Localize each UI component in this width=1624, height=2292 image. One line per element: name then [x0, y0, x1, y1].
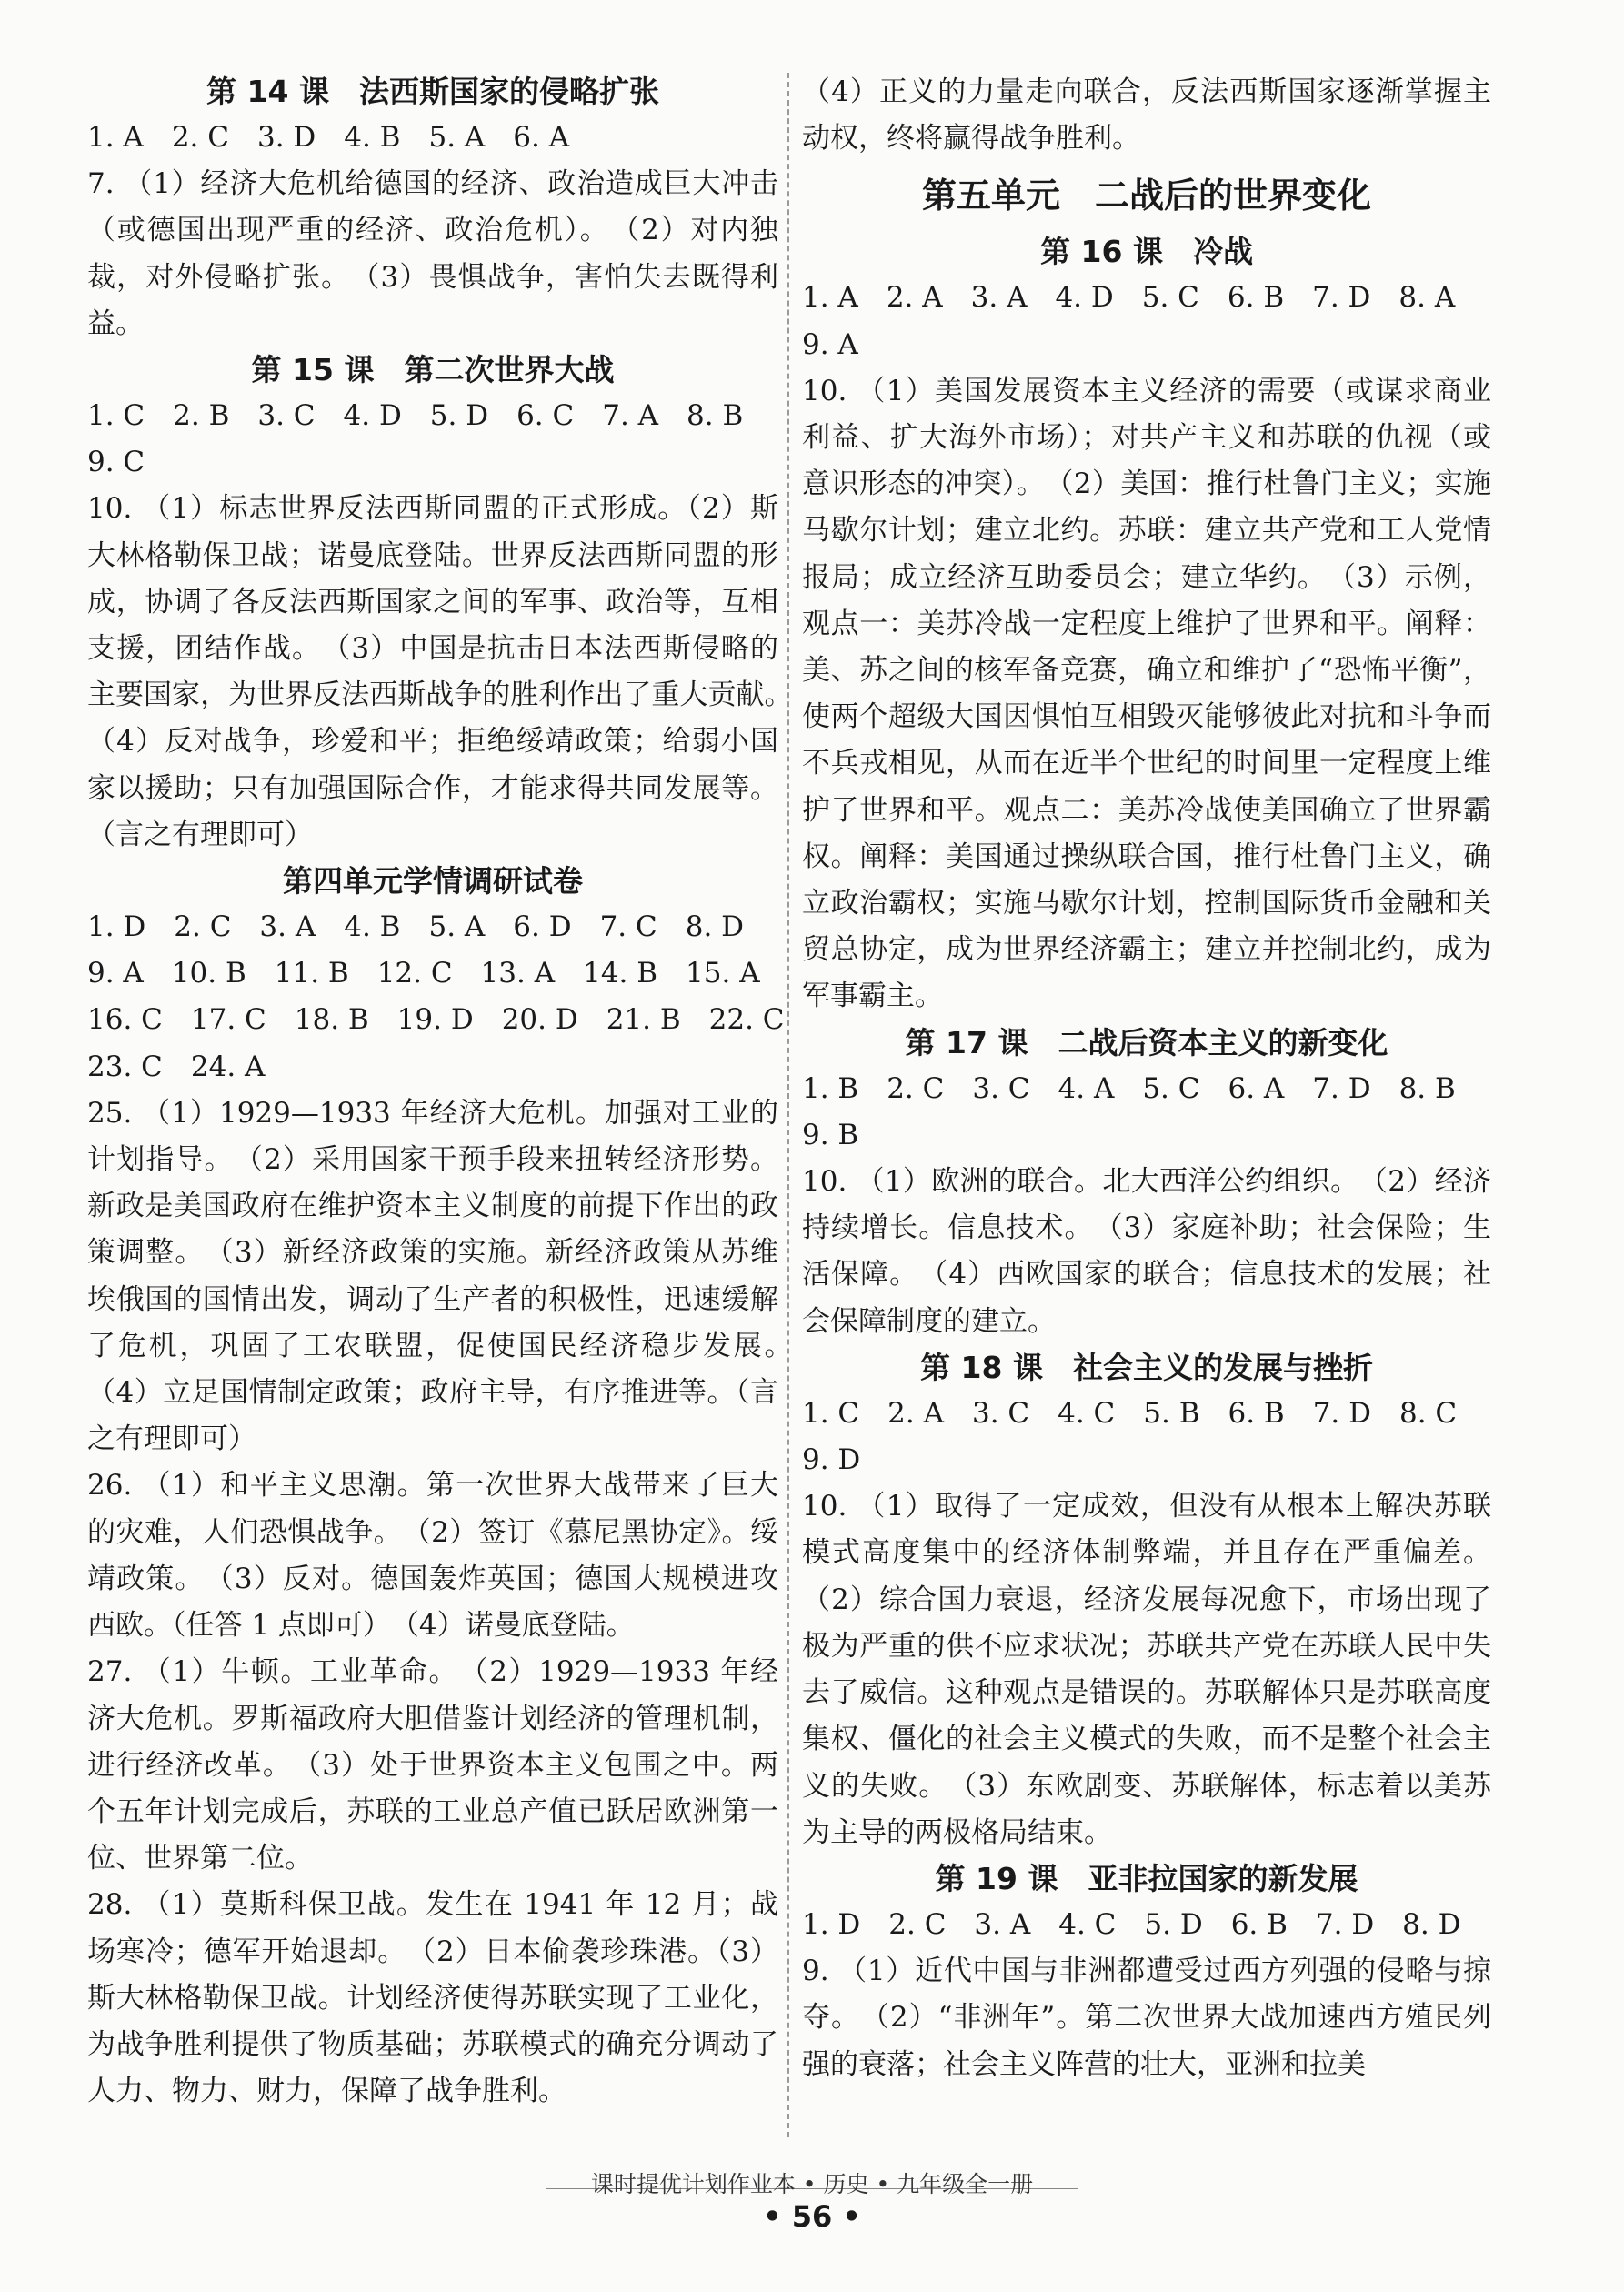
answer-paragraph: 28. （1）莫斯科保卫战。发生在 1941 年 12 月；战场寒冷；德军开始退却。 （2）日本偷袭珍珠港。（3）斯大林格勒保卫战。计划经济使得苏联实现了工业化，为战争胜利提供了物质基础；苏联模式的确充分调动了人力、物力、财力，保障了战争胜利。 — [87, 1888, 778, 2108]
answer-paragraph: 10. （1）美国发展资本主义经济的需要（或谋求商业利益、扩大海外市场）；对共产主义和苏联的仇视（或意识形态的冲突）。 （2）美国：推行杜鲁门主义；实施马歇尔计划；建立北约。苏联：建立共产党和工人党情报局；成立经济互助委员会；建立华约。 （3）示例，观点一：美苏冷战一定程度上维护了世界和平。阐释：美、苏之间的核军备竞赛，确立和维护了“恐怖平衡”，使两个超级大国因惧怕互相毁灭能够彼此对抗和斗争而不兵戎相见，从而在近半个世纪的时间里一定程度上维护了世界和平。观点二：美苏冷战使美国确立了世界霸权。阐释：美国通过操纵联合国，推行杜鲁门主义，确立政治霸权；实施马歇尔计划，控制国际货币金融和关贸总协定，成为世界经济霸主；建立并控制北约，成为军事霸主。 — [802, 374, 1491, 1013]
answer-paragraph: 27. （1）牛顿。工业革命。 （2）1929—1933 年经济大危机。罗斯福政府大胆借鉴计划经济的管理机制，进行经济改革。 （3）处于世界资本主义包围之中。两个五年计划完成后，苏联的工业总产值已跃居欧洲第一位、世界第二位。 — [87, 1655, 778, 1875]
answer-paragraph: 10. （1）欧洲的联合。北大西洋公约组织。 （2）经济持续增长。信息技术。 （3）家庭补助；社会保险；生活保障。 （4）西欧国家的联合；信息技术的发展；社会保障制度的建立。 — [802, 1165, 1491, 1338]
lesson-14-title: 第 14 课 法西斯国家的侵略扩张 — [206, 74, 659, 109]
answer-paragraph: 7. （1）经济大危机给德国的经济、政治造成巨大冲击（或德国出现严重的经济、政治危机）。 （2）对内独裁，对外侵略扩张。 （3）畏惧战争，害怕失去既得利益。 — [87, 167, 778, 340]
right-column — [802, 69, 1491, 2088]
answer-line: 16. C 17. C 18. B 19. D 20. D 21. B 22. C — [87, 1003, 785, 1037]
answer-line: 9. B — [802, 1118, 859, 1151]
lesson-15-title: 第 15 课 第二次世界大战 — [251, 352, 615, 388]
lesson-19-title: 第 19 课 亚非拉国家的新发展 — [935, 1860, 1358, 1896]
unit-5-title: 第五单元 二战后的世界变化 — [921, 176, 1371, 216]
answer-line: 1. C 2. B 3. C 4. D 5. D 6. C 7. A 8. B — [87, 399, 744, 433]
answer-line: 1. D 2. C 3. A 4. C 5. D 6. B 7. D 8. D — [802, 1907, 1461, 1941]
answer-line: 9. A — [802, 327, 858, 361]
answer-paragraph: 26. （1）和平主义思潮。第一次世界大战带来了巨大的灾难，人们恐惧战争。 （2）签订《慕尼黑协定》。绥靖政策。 （3）反对。德国轰炸英国；德国大规模进攻西欧。（任答 1 点即可） （4）诺曼底登陆。 — [87, 1469, 778, 1643]
answer-line: 9. D — [802, 1443, 861, 1477]
page-number: • 56 • — [763, 2199, 861, 2234]
answer-line: 23. C 24. A — [87, 1050, 266, 1083]
answer-line: 1. A 2. C 3. D 4. B 5. A 6. A — [87, 121, 570, 154]
footer-book-title: 课时提优计划作业本 • 历史 • 九年级全一册 — [590, 2171, 1034, 2197]
lesson-17-title: 第 17 课 二战后资本主义的新变化 — [905, 1024, 1388, 1061]
answer-line: 1. A 2. A 3. A 4. D 5. C 6. B 7. D 8. A — [802, 281, 1456, 315]
answer-line: 1. D 2. C 3. A 4. B 5. A 6. D 7. C 8. D — [87, 910, 745, 944]
answer-paragraph: 9. （1）近代中国与非洲都遭受过西方列强的侵略与掠夺。 （2）“非洲年”。第二次世界大战加速西方殖民列强的衰落；社会主义阵营的壮大，亚洲和拉美 — [802, 1955, 1491, 2081]
answer-paragraph: 25. （1）1929—1933 年经济大危机。加强对工业的计划指导。 （2）采用国家干预手段来扭转经济形势。新政是美国政府在维护资本主义制度的前提下作出的政策调整。 （3）新经济政策的实施。新经济政策从苏维埃俄国的国情出发，调动了生产者的积极性，迅速缓解了危机，巩固了工农联盟，促使国民经济稳步发展。 （4）立足国情制定政策；政府主导，有序推进等。（言之有理即可） — [87, 1096, 807, 1456]
answer-paragraph: 10. （1）标志世界反法西斯同盟的正式形成。（2）斯大林格勒保卫战；诺曼底登陆。世界反法西斯同盟的形成，协调了各反法西斯国家之间的军事、政治等，互相支援，团结作战。 （3）中国是抗击日本法西斯侵略的主要国家，为世界反法西斯战争的胜利作出了重大贡献。 （4）反对战争，珍爱和平；拒绝绥靖政策；给弱小国家以援助；只有加强国际合作，才能求得共同发展等。（言之有理即可） — [87, 492, 807, 851]
answer-line: 9. A 10. B 11. B 12. C 13. A 14. B 15. A — [87, 957, 760, 990]
lesson-16-title: 第 16 课 冷战 — [1040, 234, 1253, 270]
answer-line: 9. C — [87, 446, 145, 479]
column-divider — [787, 73, 789, 2137]
answer-paragraph: （4）正义的力量走向联合，反法西斯国家逐渐掌握主动权，终将赢得战争胜利。 — [802, 75, 1491, 156]
answer-paragraph: 10. （1）取得了一定成效，但没有从根本上解决苏联模式高度集中的经济体制弊端，并且存在严重偏差。（2）综合国力衰退，经济发展每况愈下，市场出现了极为严重的供不应求状况；苏联共产党在苏联人民中失去了威信。这种观点是错误的。苏联解体只是苏联高度集权、僵化的社会主义模式的失败，而不是整个社会主义的失败。 （3）东欧剧变、苏联解体，标志着以美苏为主导的两极格局结束。 — [802, 1490, 1491, 1849]
left-column — [87, 69, 807, 2115]
answer-line: 1. B 2. C 3. C 4. A 5. C 6. A 7. D 8. B — [802, 1071, 1456, 1105]
answer-line: 1. C 2. A 3. C 4. C 5. B 6. B 7. D 8. C — [802, 1396, 1458, 1430]
lesson-18-title: 第 18 课 社会主义的发展与挫折 — [920, 1349, 1373, 1385]
unit-4-exam-title: 第四单元学情调研试卷 — [283, 863, 583, 900]
